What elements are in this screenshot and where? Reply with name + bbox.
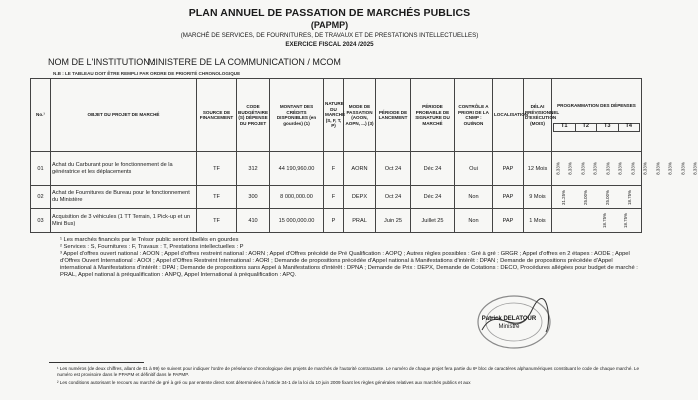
programmation-title: PROGRAMMATION DES DÉPENSES [557, 103, 636, 108]
header-no: No.¹ [31, 79, 51, 152]
row-source: TF [197, 186, 237, 209]
programmation-value: 18.75% [627, 189, 633, 205]
row-no: 01 [31, 152, 51, 186]
table-row [31, 186, 642, 209]
row-code: 312 [237, 152, 270, 186]
programmation-value: 8.33% [667, 162, 673, 175]
row-no: 02 [31, 186, 51, 209]
document-subtitle: (MARCHÉ DE SERVICES, DE FOURNITURES, DE TRAVAUX ET DE PRESTATIONS INTELLECTUELLES) [180, 32, 479, 39]
programmation-value: 8.33% [630, 162, 636, 175]
row-montant: 15 000,000.00 [270, 209, 324, 233]
programmation-value: 8.33% [580, 162, 586, 175]
programmation-value: 8.33% [605, 162, 611, 175]
row-programmation [552, 152, 698, 186]
header-source: SOURCE DE FINANCEMENT [197, 79, 237, 152]
document-title: PLAN ANNUEL DE PASSATION DE MARCHÉS PUBLICS [188, 7, 471, 19]
row-localisation: PAP [493, 186, 524, 209]
programmation-value: 8.33% [642, 162, 648, 175]
programmation-value: 18.75% [602, 213, 608, 228]
programmation-value: 8.33% [555, 162, 561, 175]
quarter-header [553, 123, 640, 132]
row-nature: P [324, 209, 344, 233]
row-localisation: PAP [493, 152, 524, 186]
institution-label: NOM DE L'INSTITUTION : [48, 57, 155, 67]
programmation-value: 8.33% [593, 162, 599, 175]
table-row [31, 209, 642, 233]
row-lancement: Juin 25 [376, 209, 411, 233]
document-acronym: (PAPMP) [310, 20, 349, 30]
row-localisation: PAP [493, 209, 524, 233]
row-delai: 12 Mois [524, 152, 552, 186]
row-no: 03 [31, 209, 51, 233]
row-delai: 1 Mois [524, 209, 552, 233]
row-mode: AORN [344, 152, 376, 186]
row-programmation [552, 209, 642, 233]
row-controle: Non [455, 186, 493, 209]
row-programmation [552, 186, 642, 209]
programmation-value: 25.00% [582, 189, 588, 205]
institution-name: MINISTERE DE LA COMMUNICATION / MCOM [148, 57, 341, 67]
table-note: N.B : LE TABLEAU DOIT ÊTRE REMPLI PAR ORDRE DE PRIORITÉ CHRONOLOGIQUE [53, 71, 241, 76]
header-controle: CONTRÔLE A PRIORI DE LA CNMP : OUI/NON [455, 79, 493, 152]
row-code: 300 [237, 186, 270, 209]
row-controle: Oui [455, 152, 493, 186]
header-lancement: PÉRIODE DE LANCEMENT [376, 79, 411, 152]
row-delai: 9 Mois [524, 186, 552, 209]
programmation-value: 8.33% [568, 162, 574, 175]
row-signature: Juillet 25 [411, 209, 455, 233]
header-montant: MONTANT DES CRÉDITS DISPONIBLES (en gourdes) (1) [270, 79, 324, 152]
row-objet: Acquisition de 3 véhicules (1 TT Terrain, 1 Pick-up et un Mini Bus) [51, 209, 197, 233]
header-mode: MODE DE PASSATION (AOON, AOPN, ...) (3) [344, 79, 376, 152]
quarter-t1: T1 [554, 123, 576, 131]
official-seal [472, 292, 556, 352]
footnote: ¹ Les numéros (de deux chiffres, allant de 01 à 99) se suivent pour indiquer l'ordre de préséance chronologique des projets de marchés de l'autorité contractante. Le numéro de chaque projet fera partie du 6ᵉ bloc de caractères alphanumériques constituant le code de chaque marché. Le numéro est provisoire dans le PPAPM et définitif dans le PAPMP. [57, 366, 640, 377]
header-localisation: LOCALISATION [493, 79, 524, 152]
quarter-t4: T4 [618, 123, 640, 131]
programmation-value: 18.75% [623, 213, 629, 228]
row-controle: Non [455, 209, 493, 233]
programmation-value: 8.33% [655, 162, 661, 175]
row-lancement: Oct 24 [376, 186, 411, 209]
header-code: CODE BUDGÉTAIRE (S) DÉPENSE DU PROJET [237, 79, 270, 152]
row-objet: Achat de Fournitures de Bureau pour le fonctionnement du Ministère [51, 186, 197, 209]
row-nature: F [324, 186, 344, 209]
programmation-value: 25.00% [605, 189, 611, 205]
row-mode: DEPX [344, 186, 376, 209]
quarter-t3: T3 [597, 123, 619, 131]
row-lancement: Oct 24 [376, 152, 411, 186]
table-header-row [31, 79, 642, 152]
footnote: ² Les conditions autorisant le recours au marché de gré à gré ou par entente direct sont déterminées à l'article 34-1 de la loi du 10 juin 2009 fixant les règles générales relatives aux marchés publics et aux [57, 380, 471, 385]
header-delai: DÉLAI PRÉVISIONNEL D'EXÉCUTION (MOIS) [524, 79, 552, 152]
legend-line: ² Services : S, Fournitures : F, Travaux : T, Prestations intellectuelles : P [60, 244, 244, 250]
row-code: 410 [237, 209, 270, 233]
row-mode: PRAL [344, 209, 376, 233]
row-source: TF [197, 209, 237, 233]
signer-role: Ministre [498, 324, 520, 330]
row-montant: 8 000,000.00 [270, 186, 324, 209]
row-objet: Achat du Carburant pour le fonctionnement de la génératrice et les déplacements [51, 152, 197, 186]
programmation-value: 8.33% [680, 162, 686, 175]
row-signature: Déc 24 [411, 152, 455, 186]
quarter-t2: T2 [575, 123, 597, 131]
programmation-value: 8.33% [617, 162, 623, 175]
header-programmation [552, 79, 642, 152]
fiscal-year: EXERCICE FISCAL 2024 /2025 [285, 41, 374, 48]
procurement-table [30, 78, 698, 233]
legend-line: ³ Appel d'offres ouvert national : AOON ; Appel d'offres restreint national : AORN ; Appel d'Offres précédé de Pré Qualification : AOPQ ; Autres règles possibles : Gré à gré : GRGR ; Appel d'offres en 2 étapes : AODE ; Appel d'Offres Ouvert International : AOOI ; Appel d'Offres Restreint International : AORI ; Demande de propositions précédée d'Appel national à Manifestations d'intérêt : DPAN ; Demande de propositions précédée d'Appel international à Manifestations d'intérêt : DPAI ; Demande de propositions sans Appel à Manifestations d'intérêt : DPNA ; Demande de Prix : DEPX, Demande de Cotations : DECO, Procédures allégées pour budget de marché : PRAL, Appel national à préqualification : ANPQ, Appel International à préqualification : APQ. [60, 251, 638, 278]
header-objet: OBJET DU PROJET DE MARCHÉ [51, 79, 197, 152]
header-signature: PÉRIODE PROBABLE DE SIGNATURE DU MARCHÉ [411, 79, 455, 152]
row-nature: F [324, 152, 344, 186]
row-source: TF [197, 152, 237, 186]
programmation-value: 8.33% [692, 162, 698, 175]
programmation-value: 31.25% [560, 189, 566, 205]
header-nature: NATURE DU MARCHÉ (S, F, T, P) [324, 79, 344, 152]
legend-line: ¹ Les marchés financés par le Trésor public seront libellés en gourdes [60, 237, 239, 243]
footnote-divider [49, 362, 144, 363]
table-row [31, 152, 642, 186]
signer-name: Patrick DELATOUR [481, 316, 537, 322]
row-signature: Déc 24 [411, 186, 455, 209]
row-montant: 44 190,960.00 [270, 152, 324, 186]
